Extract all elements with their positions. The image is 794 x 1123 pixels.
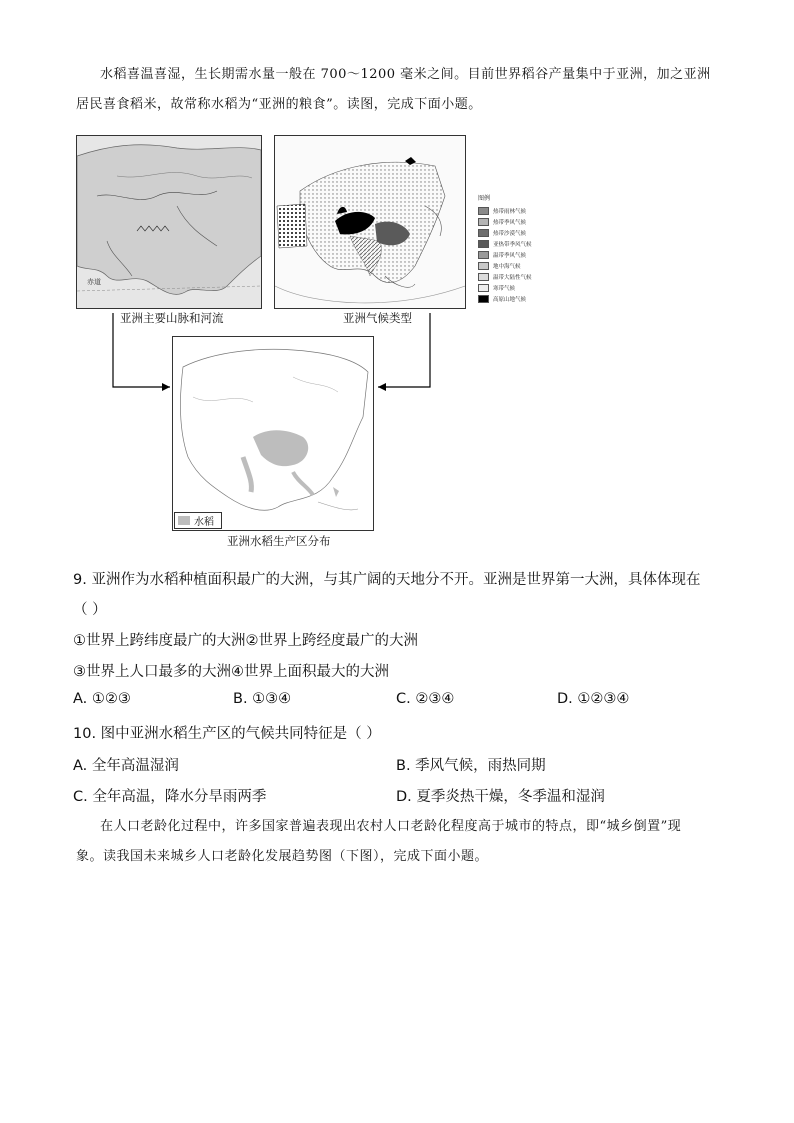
legend-item	[478, 249, 562, 260]
equator-label: 赤道	[87, 278, 101, 286]
legend-items	[478, 205, 562, 304]
intro-paragraph-1	[76, 60, 722, 120]
legend-swatch	[478, 240, 489, 248]
legend-item-label: 亚热带季风气候	[493, 241, 532, 248]
q10-option-d[interactable]: D. 夏季炎热干燥，冬季温和湿润	[396, 789, 605, 805]
q9-statements-1: ①世界上跨纬度最广的大洲②世界上跨经度最广的大洲	[73, 633, 418, 649]
legend-item-label: 地中海气候	[493, 263, 521, 270]
legend-swatch	[478, 229, 489, 237]
q10-option-a[interactable]: A. 全年高温湿润	[73, 758, 179, 774]
legend-item	[478, 238, 562, 249]
map-mountains-rivers	[76, 135, 262, 309]
legend-item	[478, 293, 562, 304]
intro-line-1: 水稻喜温喜湿，生长期需水量一般在 700～1200 毫米之间。目前世界稻谷产量集中于亚洲，加之亚洲	[100, 67, 711, 82]
legend-item-label: 热带雨林气候	[493, 208, 527, 215]
legend-item	[478, 227, 562, 238]
intro2-line-1: 在人口老龄化过程中，许多国家普遍表现出农村人口老龄化程度高于城市的特点，即“城乡倒置”现	[100, 819, 682, 834]
rice-legend-label: 水稻	[194, 517, 214, 528]
intro2-line-2: 象。读我国未来城乡人口老龄化发展趋势图（下图），完成下面小题。	[76, 849, 489, 864]
q10-option-b[interactable]: B. 季风气候，雨热同期	[396, 758, 546, 774]
map1-caption: 亚洲主要山脉和河流	[120, 311, 224, 325]
q9-option-d[interactable]: D. ①②③④	[557, 691, 630, 707]
q10-option-c[interactable]: C. 全年高温，降水分旱雨两季	[73, 789, 267, 805]
rice-swatch	[178, 516, 190, 525]
q9-statements-2: ③世界上人口最多的大洲④世界上面积最大的大洲	[73, 664, 389, 680]
legend-swatch	[478, 207, 489, 215]
climate-legend	[478, 193, 562, 304]
legend-item	[478, 260, 562, 271]
legend-item-label: 温带季风气候	[493, 252, 527, 259]
q9-bracket: （ ）	[73, 602, 107, 618]
legend-swatch	[478, 251, 489, 259]
legend-item	[478, 205, 562, 216]
q9-option-c[interactable]: C. ②③④	[396, 691, 455, 707]
legend-item	[478, 282, 562, 293]
intro-line-2: 居民喜食稻米，故常称水稻为“亚洲的粮食”。读图，完成下面小题。	[76, 97, 482, 112]
map-rice-svg	[173, 337, 373, 530]
map-climate-types	[274, 135, 466, 309]
legend-swatch	[478, 273, 489, 281]
map3-caption: 亚洲水稻生产区分布	[227, 534, 331, 548]
legend-item-label: 高原山地气候	[493, 296, 527, 303]
map-mountains-rivers-svg	[77, 136, 261, 308]
legend-item-label: 热带沙漠气候	[493, 230, 527, 237]
legend-title: 图例	[478, 195, 491, 202]
q10-stem: 10. 图中亚洲水稻生产区的气候共同特征是（ ）	[73, 726, 381, 742]
map2-caption: 亚洲气候类型	[343, 311, 412, 325]
legend-item	[478, 216, 562, 227]
q9-option-b[interactable]: B. ①③④	[233, 691, 292, 707]
legend-swatch	[478, 284, 489, 292]
map-climate-svg	[275, 136, 465, 308]
legend-item	[478, 271, 562, 282]
legend-swatch	[478, 295, 489, 303]
legend-item-label: 热带季风气候	[493, 219, 527, 226]
legend-swatch	[478, 262, 489, 270]
intro-paragraph-2	[76, 812, 722, 872]
map-rice-production	[172, 336, 374, 531]
q9-stem: 9. 亚洲作为水稻种植面积最广的大洲，与其广阔的天地分不开。亚洲是世界第一大洲，具体体现在	[73, 572, 701, 588]
q9-option-a[interactable]: A. ①②③	[73, 691, 131, 707]
legend-swatch	[478, 218, 489, 226]
legend-item-label: 寒带气候	[493, 285, 516, 292]
rice-legend	[174, 512, 222, 529]
legend-item-label: 温带大陆性气候	[493, 274, 532, 281]
